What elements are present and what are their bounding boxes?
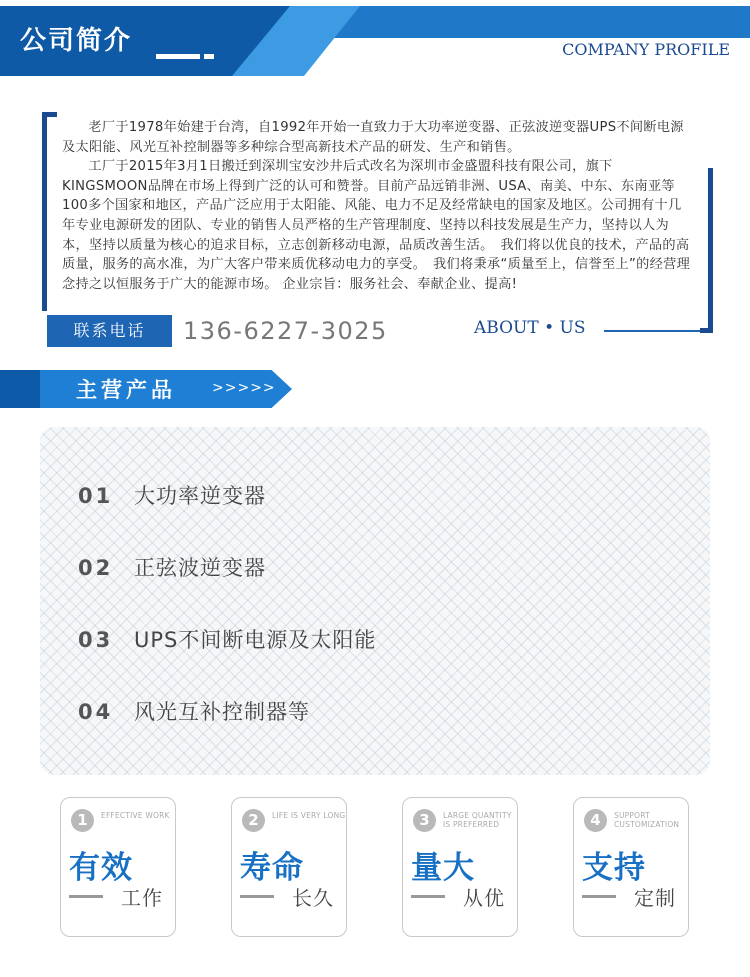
feature-subtitle: 定制 [634, 886, 676, 910]
feature-bar [411, 895, 445, 898]
feature-subtitle: 工作 [121, 886, 163, 910]
company-profile-label: COMPANY PROFILE [562, 40, 730, 59]
section-title-company: 公司简介 [20, 26, 133, 56]
feature-subtitle: 长久 [292, 886, 334, 910]
product-item [78, 696, 310, 726]
section-title-products: 主营产品 [76, 378, 176, 402]
feature-english: EFFECTIVE WORK [101, 811, 170, 820]
feature-title: 量大 [411, 850, 475, 886]
feature-number-icon: 3 [413, 809, 436, 832]
feature-title: 支持 [582, 850, 646, 886]
about-text [62, 118, 694, 294]
product-number: 02 [78, 556, 114, 580]
feature-title: 有效 [69, 850, 133, 886]
feature-bar [240, 895, 274, 898]
about-paragraph-2: 工厂于2015年3月1日搬迁到深圳宝安沙井后式改名为深圳市金盛盟科技有限公司，旗下KINGSMOON品牌在市场上得到广泛的认可和赞誉。目前产品远销非洲、USA、南美、中东、东南亚等100多个国家和地区，产品广泛应用于太阳能、风能、电力不足及经常缺电的国家及地区。公司拥有十几年专业电源研发的团队、专业的销售人员严格的生产管理制度、坚持以科技发展是生产力，坚持以人为本，坚持以质量为核心的追求目标，立志创新移动电源，品质改善生活。 我们将以优良的技术，产品的高质量，服务的高水准，为广大客户带来质优移动电力的享受。 我们将秉承“质量至上，信誉至上”的经营理念持之以恒服务于广大的能源市场。 企业宗旨：服务社会、奉献企业、提高! [62, 159, 691, 292]
products-banner-edge [0, 370, 40, 408]
about-us-line [604, 330, 700, 332]
feature-english: SUPPORT CUSTOMIZATION [614, 811, 680, 829]
product-name: 正弦波逆变器 [134, 556, 266, 580]
feature-number-icon: 1 [71, 809, 94, 832]
product-name: 风光互补控制器等 [134, 700, 310, 724]
feature-card-quantity [402, 797, 518, 937]
title-underline-dot [204, 54, 214, 59]
feature-card-customization [573, 797, 689, 937]
feature-card-effective [60, 797, 176, 937]
feature-bar [69, 895, 103, 898]
product-number: 01 [78, 484, 114, 508]
feature-bar [582, 895, 616, 898]
feature-card-lifespan [231, 797, 347, 937]
contact-label: 联系电话 [47, 315, 172, 347]
about-us-label: ABOUT • US [474, 318, 586, 338]
product-number: 04 [78, 700, 114, 724]
about-paragraph-1: 老厂于1978年始建于台湾，自1992年开始一直致力于大功率逆变器、正弦波逆变器UPS不间断电源及太阳能、风光互补控制器等多种综合型高新技术产品的研发、生产和销售。 [62, 120, 684, 155]
product-name: 大功率逆变器 [134, 484, 266, 508]
feature-number-icon: 4 [584, 809, 607, 832]
feature-title: 寿命 [240, 850, 304, 886]
about-frame-corner-left [42, 112, 57, 311]
feature-number-icon: 2 [242, 809, 265, 832]
product-item [78, 480, 266, 510]
product-item [78, 552, 266, 582]
product-name: UPS不间断电源及太阳能 [134, 628, 377, 652]
feature-subtitle: 从优 [463, 886, 505, 910]
product-item [78, 624, 376, 654]
title-underline [156, 54, 200, 59]
phone-number[interactable]: 136-6227-3025 [183, 317, 388, 345]
product-number: 03 [78, 628, 114, 652]
feature-english: LIFE IS VERY LONG [272, 811, 346, 820]
about-frame-corner-right [700, 168, 713, 333]
products-arrows: >>>>> [212, 380, 276, 396]
feature-english: LARGE QUANTITY IS PREFERRED [443, 811, 512, 829]
